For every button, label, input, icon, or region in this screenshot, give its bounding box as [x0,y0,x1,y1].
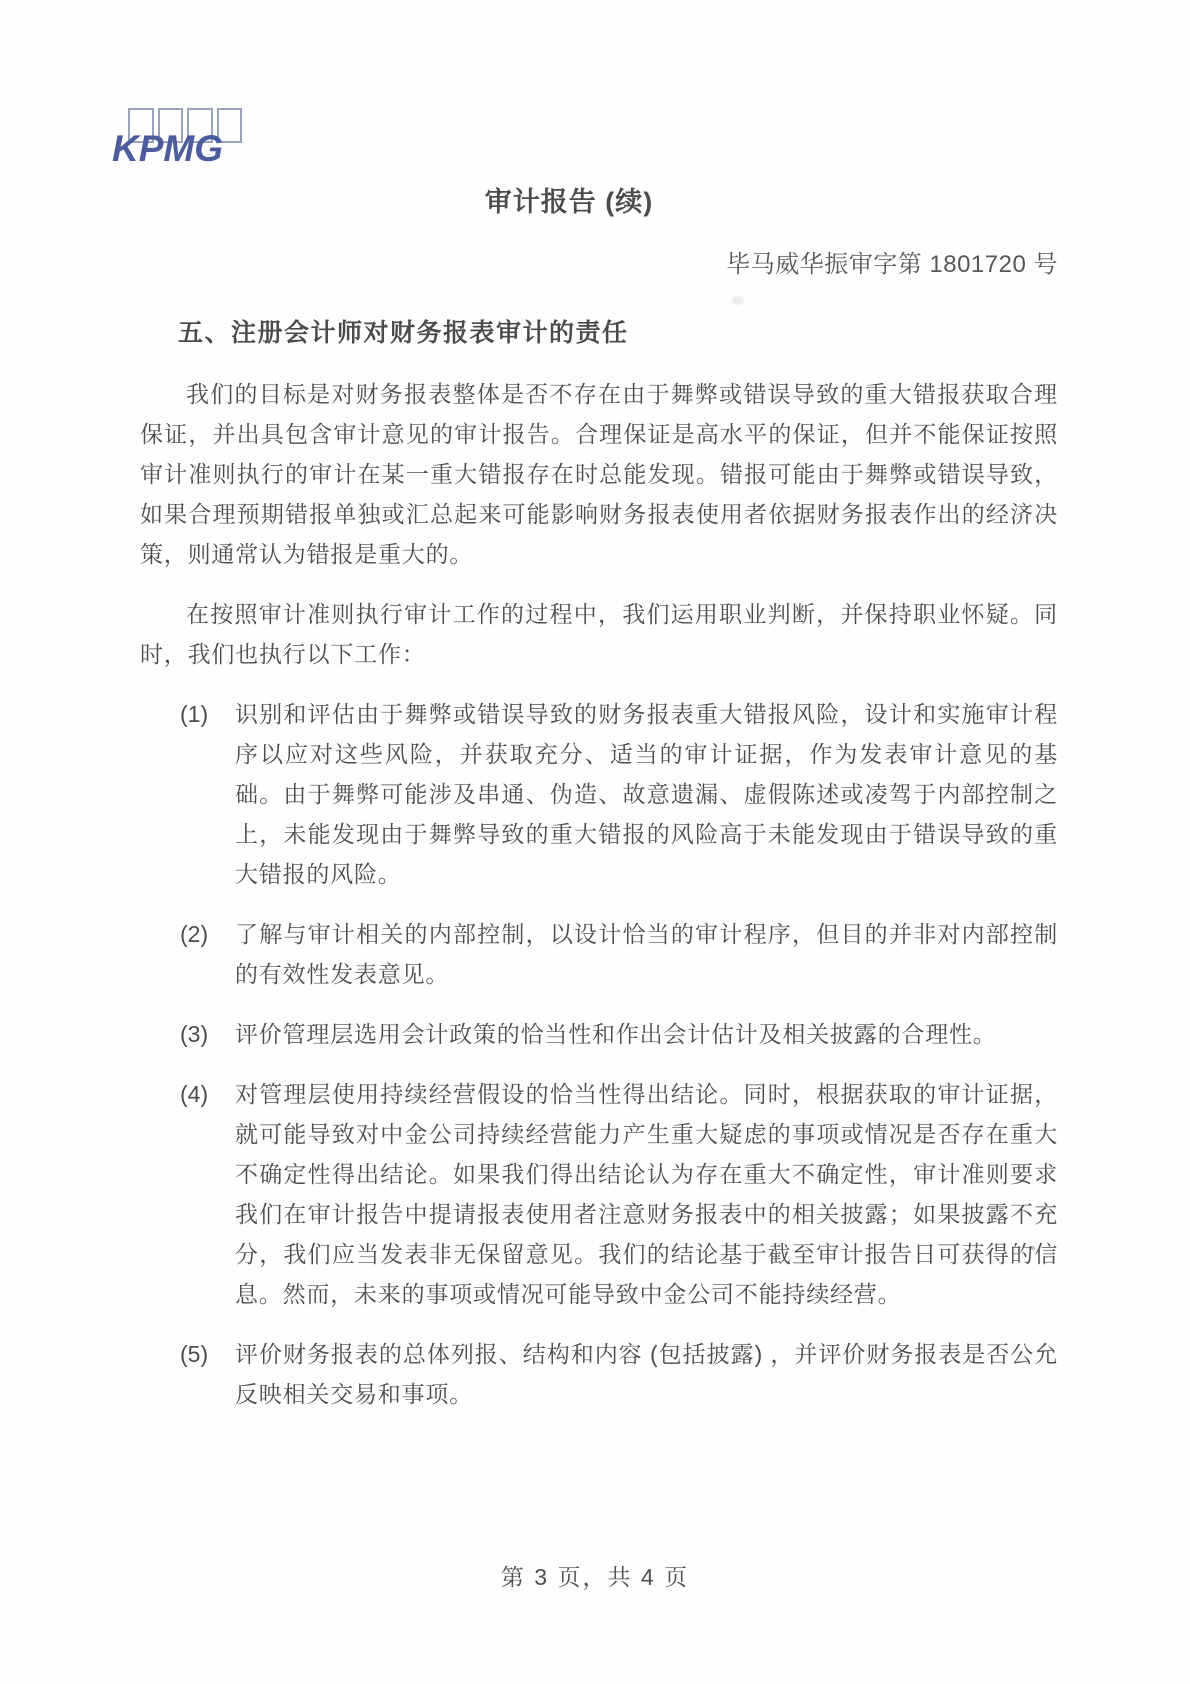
document-content [140,0,1058,1414]
list-item-text: 识别和评估由于舞弊或错误导致的财务报表重大错报风险，设计和实施审计程序以应对这些风险，并获取充分、适当的审计证据，作为发表审计意见的基础。由于舞弊可能涉及串通、伪造、故意遗漏、虚假陈述或凌驾于内部控制之上，未能发现由于舞弊导致的重大错报的风险高于未能发现由于错误导致的重大错报的风险。 [235,701,1058,887]
list-item [140,1334,1058,1414]
paragraph: 在按照审计准则执行审计工作的过程中，我们运用职业判断，并保持职业怀疑。同时，我们也执行以下工作： [140,601,1058,667]
page-number-footer: 第 3 页，共 4 页 [500,1564,690,1590]
numbered-list [140,694,1058,1414]
list-item [140,914,1058,994]
list-item-number: (3) [180,1021,209,1047]
section-heading: 五、注册会计师对财务报表审计的责任 [178,319,629,347]
list-item [140,1014,1058,1054]
list-item-number: (2) [180,921,209,947]
list-item [140,694,1058,894]
list-item-text: 评价管理层选用会计政策的恰当性和作出会计估计及相关披露的合理性。 [235,1021,997,1047]
paragraph: 我们的目标是对财务报表整体是否不存在由于舞弊或错误导致的重大错报获取合理保证，并出具包含审计意见的审计报告。合理保证是高水平的保证，但并不能保证按照审计准则执行的审计在某一重大错报存在时总能发现。错报可能由于舞弊或错误导致，如果合理预期错报单独或汇总起来可能影响财务报表使用者依据财务报表作出的经济决策，则通常认为错报是重大的。 [140,381,1058,567]
list-item-number: (4) [180,1081,209,1107]
list-item-number: (1) [180,701,209,727]
report-reference-number: 毕马威华振审字第 1801720 号 [726,251,1058,278]
list-item-text: 评价财务报表的总体列报、结构和内容 (包括披露) ，并评价财务报表是否公允反映相关交易和事项。 [235,1341,1058,1407]
list-item [140,1074,1058,1314]
kpmg-logo-text: KPMG [112,128,223,169]
list-item-text: 对管理层使用持续经营假设的恰当性得出结论。同时，根据获取的审计证据，就可能导致对中金公司持续经营能力产生重大疑虑的事项或情况是否存在重大不确定性得出结论。如果我们得出结论认为存在重大不确定性，审计准则要求我们在审计报告中提请报表使用者注意财务报表中的相关披露；如果披露不充分，我们应当发表非无保留意见。我们的结论基于截至审计报告日可获得的信息。然而，未来的事项或情况可能导致中金公司不能持续经营。 [235,1081,1058,1307]
document-title: 审计报告 (续) [484,187,654,217]
list-item-text: 了解与审计相关的内部控制，以设计恰当的审计程序，但目的并非对内部控制的有效性发表意见。 [235,921,1058,987]
list-item-number: (5) [180,1341,209,1367]
